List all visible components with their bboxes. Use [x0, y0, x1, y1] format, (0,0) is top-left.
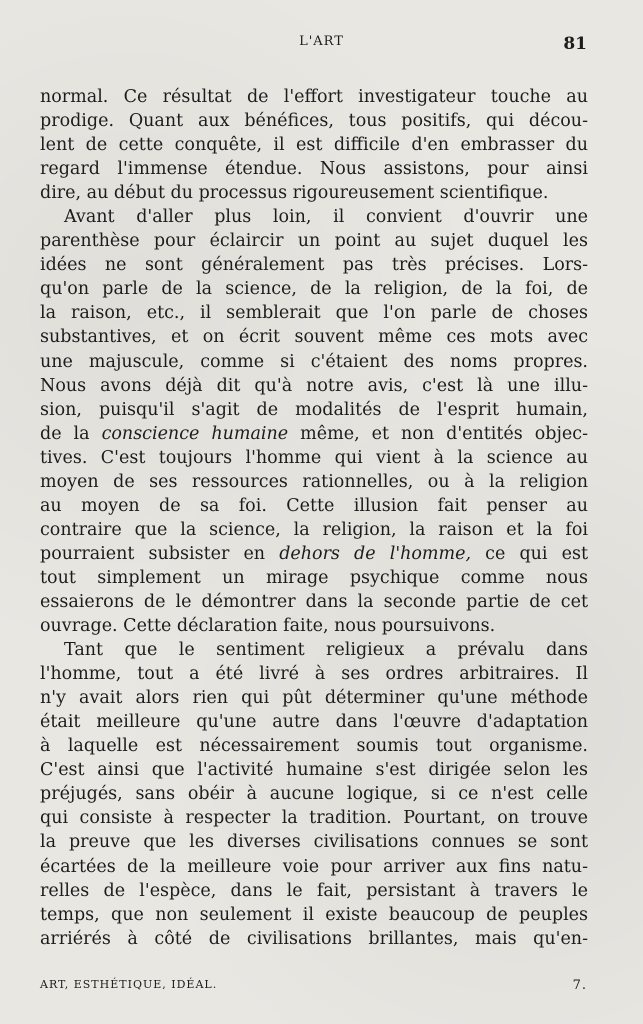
- text-line: préjugés, sans obéir à aucune logique, si ce n'est celle: [40, 784, 588, 805]
- text-line: était meilleure qu'une autre dans l'œuvre d'adaptation: [40, 712, 588, 733]
- text-line: temps, que non seulement il existe beaucoup de peuples: [40, 904, 588, 925]
- body-text: [40, 85, 588, 951]
- text-line: pourraient subsister en dehors de l'homme, ce qui est: [40, 543, 589, 564]
- text-line: regard l'immense étendue. Nous assistons, pour ainsi: [40, 159, 588, 180]
- text-line: ouvrage. Cette déclaration faite, nous poursuivons.: [40, 616, 496, 637]
- text-line: sion, puisqu'il s'agit de modalités de l'esprit humain,: [40, 399, 588, 420]
- text-line: lent de cette conquête, il est difficile d'en embrasser du: [40, 135, 588, 156]
- text-line: moyen de ses ressources rationnelles, ou à la religion: [40, 471, 588, 492]
- text-line: la preuve que les diverses civilisations connues se sont: [40, 832, 588, 853]
- text-line: substantives, et on écrit souvent même ces mots avec: [40, 327, 588, 348]
- text-line: parenthèse pour éclaircir un point au sujet duquel les: [40, 231, 588, 252]
- text-line: Tant que le sentiment religieux a prévalu dans: [64, 640, 588, 661]
- text-line: C'est ainsi que l'activité humaine s'est dirigée selon les: [40, 760, 588, 781]
- page-number: 81: [563, 34, 587, 54]
- text-line: écartées de la meilleure voie pour arriver aux fins natu-: [40, 856, 588, 877]
- text-line: de la conscience humaine même, et non d'entités objec-: [40, 423, 588, 444]
- text-line: qui consiste à respecter la tradition. Pourtant, on trouve: [40, 808, 588, 829]
- text-line: dire, au début du processus rigoureusement scientifique.: [40, 183, 549, 204]
- text-line: Avant d'aller plus loin, il convient d'ouvrir une: [64, 207, 588, 228]
- text-line: prodige. Quant aux bénéfices, tous positifs, qui décou-: [40, 111, 588, 132]
- text-line: qu'on parle de la science, de la religion, de la foi, de: [40, 279, 588, 300]
- text-line: arriérés à côté de civilisations brillantes, mais qu'en-: [40, 928, 588, 949]
- text-line: Nous avons déjà dit qu'à notre avis, c'est là une illu-: [40, 375, 588, 396]
- text-line: idées ne sont généralement pas très précises. Lors-: [40, 255, 588, 276]
- signature-mark: 7.: [572, 978, 587, 993]
- text-line: essaierons de le démontrer dans la seconde partie de cet: [40, 591, 588, 612]
- text-line: tout simplement un mirage psychique comme nous: [40, 567, 588, 588]
- text-line: contraire que la science, la religion, la raison et la foi: [40, 519, 588, 540]
- italic-phrase: dehors de l'homme,: [279, 543, 472, 564]
- text-line: une majuscule, comme si c'étaient des noms propres.: [40, 351, 588, 372]
- text-line: tives. C'est toujours l'homme qui vient à la science au: [40, 447, 588, 468]
- text-line: au moyen de sa foi. Cette illusion fait penser au: [40, 495, 588, 516]
- text-line: l'homme, tout a été livré à ses ordres arbitraires. Il: [40, 664, 588, 685]
- text-line: n'y avait alors rien qui pût déterminer qu'une méthode: [40, 688, 588, 709]
- italic-phrase: conscience humaine: [101, 423, 289, 444]
- text-line: normal. Ce résultat de l'effort investigateur touche au: [40, 87, 588, 107]
- running-title: L'ART: [299, 34, 344, 49]
- text-line: relles de l'espèce, dans le fait, persistant à travers le: [40, 880, 588, 901]
- signature-text: ART, ESTHÉTIQUE, IDÉAL.: [40, 978, 218, 991]
- page-footer: [40, 978, 587, 996]
- text-line: la raison, etc., il semblerait que l'on parle de choses: [40, 303, 588, 324]
- text-line: à laquelle est nécessairement soumis tout organisme.: [40, 736, 588, 757]
- running-head: [0, 34, 643, 54]
